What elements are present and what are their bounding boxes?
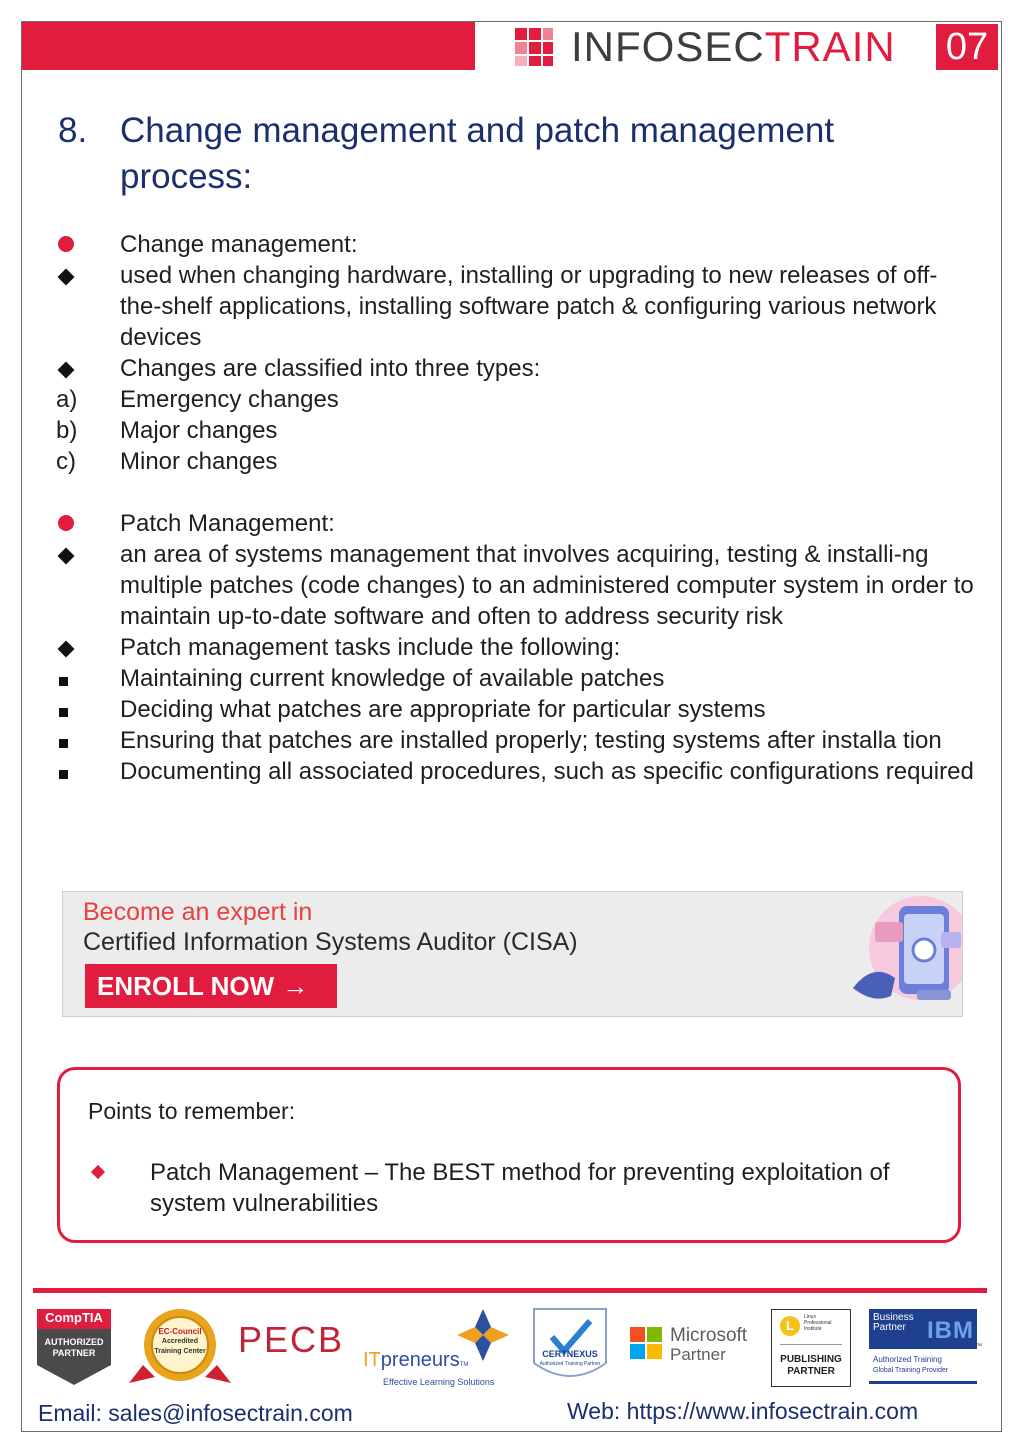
phone-illustration-icon xyxy=(833,892,963,1017)
square-bullet-icon xyxy=(59,739,68,748)
infosectrain-logo xyxy=(515,23,896,70)
partner-logos xyxy=(33,1303,987,1393)
ec-council-logo: EC-Council Accredited Training Center xyxy=(125,1305,235,1391)
diamond-bullet-icon xyxy=(58,548,75,565)
list-item: used when changing hardware, installing or upgrading to new releases of off-the-shelf applications, installing software patch & configuring various network devices xyxy=(56,260,976,353)
heading-number: 8. xyxy=(58,111,88,150)
section-heading xyxy=(58,108,958,200)
square-bullet-icon xyxy=(59,770,68,779)
list-item: Changes are classified into three types: xyxy=(56,353,976,384)
points-to-remember-box xyxy=(57,1067,961,1243)
content-list xyxy=(56,229,976,787)
red-diamond-bullet-icon xyxy=(91,1165,105,1179)
list-item xyxy=(56,229,976,260)
footer-email[interactable]: Email: sales@infosectrain.com xyxy=(38,1400,353,1426)
points-title: Points to remember: xyxy=(88,1098,296,1124)
diamond-bullet-icon xyxy=(58,362,75,379)
list-item: c) Minor changes xyxy=(56,448,278,475)
list-item: a) Emergency changes xyxy=(56,386,339,413)
patch-management-title: Patch Management: xyxy=(120,510,335,537)
logo-mark-icon xyxy=(515,28,553,66)
list-item xyxy=(56,508,976,539)
logo-text: INFOSECTRAIN xyxy=(571,23,896,70)
arrow-right-icon: → xyxy=(282,971,309,1001)
heading-title: Change management and patch management process: xyxy=(120,111,835,196)
points-item xyxy=(88,1157,938,1219)
microsoft-partner-logo: Microsoft Partner xyxy=(630,1325,760,1365)
enroll-now-button[interactable]: ENROLL NOW → xyxy=(85,964,337,1008)
list-item: Ensuring that patches are installed properly; testing systems after installa tion xyxy=(56,725,976,756)
banner-tagline: Become an expert in xyxy=(83,898,313,926)
cisa-promo-banner[interactable] xyxy=(62,891,963,1017)
footer-website[interactable]: Web: https://www.infosectrain.com xyxy=(567,1398,919,1424)
points-desc: – The BEST method for preventing exploitation of system vulnerabilities xyxy=(150,1159,890,1217)
list-item: Deciding what patches are appropriate for particular systems xyxy=(56,694,976,725)
lpi-publishing-partner-logo: L Linux Professional Institute PUBLISHING PARTNER xyxy=(771,1309,851,1387)
list-item: b) Major changes xyxy=(56,417,278,444)
square-bullet-icon xyxy=(59,708,68,717)
itpreneurs-logo: ITpreneursTM Effective Learning Solutions xyxy=(363,1307,515,1391)
list-item: Documenting all associated procedures, such as specific configurations required xyxy=(56,756,976,787)
page-number: 07 xyxy=(936,24,998,70)
red-circle-bullet-icon xyxy=(58,515,74,531)
change-management-title: Change management: xyxy=(120,231,358,258)
certnexus-logo: CERTNEXUS Authorized Training Partner xyxy=(530,1305,610,1389)
ibm-business-partner-logo: Business Partner IBM ™ Authorized Training Global Training Provider xyxy=(869,1309,981,1387)
comptia-logo: CompTIA AUTHORIZED PARTNER xyxy=(35,1307,113,1387)
pecb-logo: PECB xyxy=(238,1319,345,1360)
points-term: Patch Management xyxy=(150,1159,359,1186)
list-item: an area of systems management that involves acquiring, testing & installi-ng multiple patches (code changes) to an administered computer system in order to maintain up-to-date software and often to address security risk xyxy=(56,539,976,632)
footer-rule xyxy=(33,1288,987,1293)
red-circle-bullet-icon xyxy=(58,236,74,252)
diamond-bullet-icon xyxy=(58,641,75,658)
banner-course-title: Certified Information Systems Auditor (CISA) xyxy=(83,928,578,956)
list-item: Maintaining current knowledge of available patches xyxy=(56,663,976,694)
header-red-bar xyxy=(22,22,475,70)
diamond-bullet-icon xyxy=(58,269,75,286)
list-item: Patch management tasks include the following: xyxy=(56,632,976,663)
square-bullet-icon xyxy=(59,677,68,686)
